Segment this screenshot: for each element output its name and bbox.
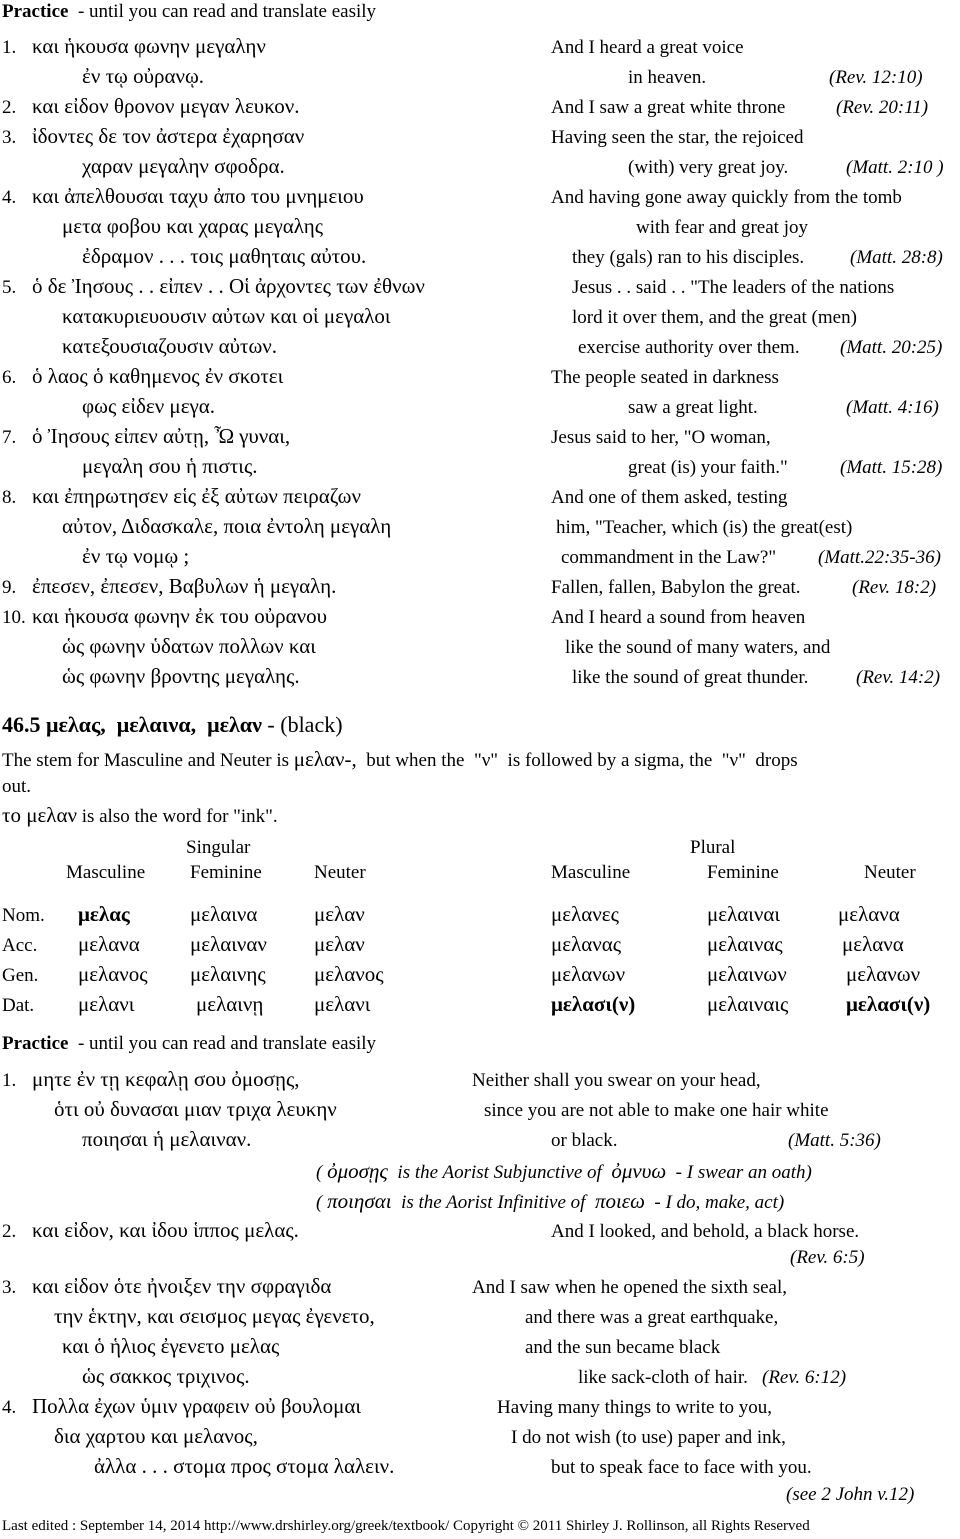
english-line: great (is) your faith." bbox=[628, 457, 788, 478]
item-number: 1. bbox=[2, 37, 17, 58]
greek-line: ὡς φωνην βροντης μεγαλης. bbox=[62, 664, 300, 688]
english-line: And I heard a great voice bbox=[551, 37, 744, 58]
plural-header: Plural bbox=[690, 837, 736, 858]
declension-form: μελαινων bbox=[707, 962, 787, 986]
ink-note bbox=[2, 805, 278, 826]
grammar-note-text: - I do, make, act) bbox=[654, 1192, 785, 1213]
english-line: And I heard a sound from heaven bbox=[551, 607, 806, 628]
practice-heading-bold: Practice bbox=[2, 1033, 69, 1054]
item-number: 4. bbox=[2, 1397, 17, 1418]
item-number: 4. bbox=[2, 187, 17, 208]
declension-form: μελανας bbox=[551, 932, 622, 956]
section-title-gloss: - (black) bbox=[267, 712, 343, 737]
verse-reference: (Rev. 6:5) bbox=[790, 1247, 865, 1268]
greek-line: κατεξουσιαζουσιν αὐτων. bbox=[62, 334, 278, 358]
gender-header: Masculine bbox=[551, 862, 631, 883]
stem-note-text: drops bbox=[755, 750, 798, 771]
greek-line: και ἐπηρωτησεν εἱς ἐξ αὐτων πειραζων bbox=[32, 484, 361, 508]
declension-form: μελασι(ν) bbox=[551, 992, 636, 1016]
item-number: 1. bbox=[2, 1070, 17, 1091]
grammar-note-greek: ποιεω bbox=[594, 1189, 645, 1213]
item-number: 2. bbox=[2, 97, 17, 118]
stem-note bbox=[2, 749, 798, 770]
verse-reference: (Matt. 2:10 ) bbox=[846, 157, 944, 178]
case-label: Dat. bbox=[2, 995, 35, 1016]
english-line: saw a great light. bbox=[628, 397, 758, 418]
english-line: since you are not able to make one hair white bbox=[484, 1100, 829, 1121]
english-line: like the sound of great thunder. bbox=[572, 667, 809, 688]
english-line: Fallen, fallen, Babylon the great. bbox=[551, 577, 801, 598]
declension-form: μελανα bbox=[78, 932, 140, 956]
section-title-greek: μελας, μελαινα, μελαν bbox=[46, 712, 262, 737]
item-number: 2. bbox=[2, 1221, 17, 1242]
gender-header: Neuter bbox=[864, 862, 916, 883]
english-line: in heaven. bbox=[628, 67, 707, 88]
english-line: Neither shall you swear on your head, bbox=[472, 1070, 761, 1091]
greek-line: ποιησαι ἡ μελαιναν. bbox=[82, 1127, 252, 1151]
declension-form: μελανος bbox=[314, 962, 384, 986]
declension-form: μελαιναι bbox=[707, 902, 781, 926]
section-title bbox=[2, 714, 343, 736]
english-line: I do not wish (to use) paper and ink, bbox=[511, 1427, 786, 1448]
english-line: The people seated in darkness bbox=[551, 367, 779, 388]
greek-line: και ὁ ἡλιος ἐγενετο μελας bbox=[62, 1334, 280, 1358]
practice-heading bbox=[2, 2, 376, 21]
english-line: And I saw when he opened the sixth seal, bbox=[472, 1277, 788, 1298]
verse-reference: (Matt. 15:28) bbox=[840, 457, 943, 478]
grammar-note-greek: ποιησαι bbox=[327, 1189, 392, 1213]
verse-reference: (Rev. 18:2) bbox=[852, 577, 937, 598]
item-number: 3. bbox=[2, 1277, 17, 1298]
greek-line: ὡς σακκος τριχινος. bbox=[82, 1364, 250, 1388]
gender-header: Masculine bbox=[66, 862, 146, 883]
gender-header: Neuter bbox=[314, 862, 366, 883]
verse-reference: (Rev. 12:10) bbox=[829, 67, 923, 88]
declension-form: μελαιναις bbox=[707, 992, 789, 1016]
section-number: 46.5 bbox=[2, 712, 41, 737]
greek-line: και εἰδον θρονον μεγαν λευκον. bbox=[32, 94, 300, 118]
declension-form: μελανες bbox=[551, 902, 619, 926]
verse-reference: (see 2 John v.12) bbox=[786, 1484, 915, 1505]
declension-form: μελασι(ν) bbox=[846, 992, 931, 1016]
stem-note-text: but when the bbox=[366, 750, 465, 771]
ink-note-text: is also the word for "ink". bbox=[81, 806, 278, 827]
declension-form: μελαινης bbox=[190, 962, 266, 986]
item-number: 3. bbox=[2, 127, 17, 148]
stem-note-text: The stem for Masculine and Neuter is bbox=[2, 750, 290, 771]
english-line: with fear and great joy bbox=[636, 217, 808, 238]
declension-form: μελαινα bbox=[190, 902, 258, 926]
case-label: Nom. bbox=[2, 905, 45, 926]
grammar-note-text: is the Aorist Infinitive of bbox=[401, 1192, 586, 1213]
english-line: Jesus said to her, "O woman, bbox=[551, 427, 771, 448]
greek-line: δια χαρτου και μελανος, bbox=[54, 1424, 258, 1448]
grammar-note-text: is the Aorist Subjunctive of bbox=[397, 1162, 602, 1183]
stem-note-greek: μελαν-, bbox=[293, 747, 357, 771]
greek-line: φως εἰδεν μεγα. bbox=[82, 394, 216, 418]
grammar-note-greek: ὀμνυω bbox=[611, 1159, 667, 1183]
gender-header: Feminine bbox=[190, 862, 262, 883]
stem-note-letter: "ν" bbox=[721, 750, 746, 771]
english-line: lord it over them, and the great (men) bbox=[572, 307, 857, 328]
verse-reference: (Rev. 14:2) bbox=[856, 667, 941, 688]
english-line: him, "Teacher, which (is) the great(est) bbox=[556, 517, 853, 538]
verse-reference: (Matt. 4:16) bbox=[846, 397, 939, 418]
greek-line: και ἡκουσα φωνην μεγαλην bbox=[32, 34, 266, 58]
greek-line: ἐν τῳ οὐρανῳ. bbox=[82, 64, 205, 88]
declension-form: μελανα bbox=[842, 932, 904, 956]
english-line: Having many things to write to you, bbox=[497, 1397, 772, 1418]
greek-line: ἐν τῳ νομῳ ; bbox=[82, 544, 190, 568]
grammar-note bbox=[316, 1161, 812, 1182]
declension-form: μελανα bbox=[838, 902, 900, 926]
item-number: 9. bbox=[2, 577, 17, 598]
greek-line: μεγαλη σου ἡ πιστις. bbox=[82, 454, 258, 478]
stem-note-continued: out. bbox=[2, 776, 32, 797]
declension-form: μελαν bbox=[314, 902, 365, 926]
declension-form: μελανι bbox=[314, 992, 371, 1016]
singular-header: Singular bbox=[186, 837, 251, 858]
declension-form: μελας bbox=[78, 902, 130, 926]
english-line: And I saw a great white throne bbox=[551, 97, 786, 118]
english-line: and the sun became black bbox=[525, 1337, 721, 1358]
english-line: (with) very great joy. bbox=[628, 157, 789, 178]
greek-line: ἐδραμον . . . τοις μαθηταις αὐτου. bbox=[82, 244, 367, 268]
item-number: 6. bbox=[2, 367, 17, 388]
english-line: Having seen the star, the rejoiced bbox=[551, 127, 804, 148]
verse-reference: (Matt. 5:36) bbox=[788, 1130, 881, 1151]
greek-line: και εἰδον, και ἰδου ἱππος μελας. bbox=[32, 1218, 299, 1242]
page-footer: Last edited : September 14, 2014 http://www.drshirley.org/greek/textbook/ Copyright © 2011 Shirley J. Rollinson, all Rights Reserved bbox=[2, 1518, 810, 1534]
english-line: like the sound of many waters, and bbox=[565, 637, 831, 658]
declension-form: μελανος bbox=[78, 962, 148, 986]
greek-line: κατακυριευουσιν αὐτων και οἱ μεγαλοι bbox=[62, 304, 391, 328]
case-label: Gen. bbox=[2, 965, 39, 986]
verse-reference: (Rev. 20:11) bbox=[836, 97, 929, 118]
greek-line: και ἀπελθουσαι ταχυ ἀπο του μνημειου bbox=[32, 184, 364, 208]
declension-form: μελανων bbox=[551, 962, 626, 986]
greek-line: μετα φοβου και χαρας μεγαλης bbox=[62, 214, 324, 238]
item-number: 8. bbox=[2, 487, 17, 508]
grammar-note bbox=[316, 1191, 784, 1212]
english-line: exercise authority over them. bbox=[578, 337, 800, 358]
stem-note-text: is followed by a sigma, the bbox=[507, 750, 713, 771]
declension-form: μελαν bbox=[314, 932, 365, 956]
declension-form: μελαιναν bbox=[190, 932, 267, 956]
english-line: Jesus . . said . . "The leaders of the nations bbox=[572, 277, 895, 298]
english-line: And one of them asked, testing bbox=[551, 487, 788, 508]
english-line: and there was a great earthquake, bbox=[525, 1307, 779, 1328]
greek-line: ἰδοντες δε τον ἀστερα ἐχαρησαν bbox=[32, 124, 305, 148]
case-label: Acc. bbox=[2, 935, 38, 956]
practice-heading-rest: - until you can read and translate easily bbox=[68, 1, 377, 22]
english-line: they (gals) ran to his disciples. bbox=[572, 247, 805, 268]
item-number: 7. bbox=[2, 427, 17, 448]
verse-reference: (Matt. 28:8) bbox=[850, 247, 943, 268]
item-number: 10. bbox=[2, 607, 26, 628]
verse-reference: (Rev. 6:12) bbox=[762, 1367, 847, 1388]
practice-heading-rest: - until you can read and translate easily bbox=[68, 1033, 377, 1054]
grammar-note-text: ( bbox=[316, 1162, 323, 1183]
verse-reference: (Matt. 20:25) bbox=[840, 337, 943, 358]
declension-form: μελανι bbox=[78, 992, 135, 1016]
declension-form: μελαινῃ bbox=[196, 992, 264, 1016]
ink-note-greek: το μελαν bbox=[2, 803, 77, 827]
greek-line: ὁ Ἰησους εἰπεν αὐτῃ, Ὦ γυναι, bbox=[32, 424, 291, 448]
grammar-note-greek: ὀμοσῃς bbox=[327, 1159, 388, 1183]
declension-form: μελανων bbox=[846, 962, 921, 986]
gender-header: Feminine bbox=[707, 862, 779, 883]
item-number: 5. bbox=[2, 277, 17, 298]
verse-reference: (Matt.22:35-36) bbox=[818, 547, 941, 568]
practice-heading-bold: Practice bbox=[2, 1, 69, 22]
grammar-note-text: ( bbox=[316, 1192, 323, 1213]
greek-line: Πολλα ἐχων ὑμιν γραφειν οὐ βουλομαι bbox=[32, 1394, 361, 1418]
english-line: commandment in the Law?" bbox=[561, 547, 777, 568]
english-line: like sack-cloth of hair. bbox=[578, 1367, 748, 1388]
stem-note-letter: "ν" bbox=[473, 750, 499, 771]
greek-line: την ἑκτην, και σεισμος μεγας ἐγενετο, bbox=[54, 1304, 375, 1328]
greek-line: ὁ δε Ἰησους . . εἰπεν . . Οἱ ἀρχοντες των ἐθνων bbox=[32, 274, 425, 298]
greek-line: και ἡκουσα φωνην ἐκ του οὐρανου bbox=[32, 604, 328, 628]
greek-line: ὁ λαος ὁ καθημενος ἐν σκοτει bbox=[32, 364, 284, 388]
greek-line: μητε ἐν τῃ κεφαλῃ σου ὀμοσῃς, bbox=[32, 1067, 300, 1091]
greek-line: χαραν μεγαλην σφοδρα. bbox=[82, 154, 285, 178]
english-line: or black. bbox=[551, 1130, 618, 1151]
english-line: but to speak face to face with you. bbox=[551, 1457, 812, 1478]
greek-line: ἀλλα . . . στομα προς στομα λαλειν. bbox=[94, 1454, 395, 1478]
declension-form: μελαινας bbox=[707, 932, 783, 956]
grammar-note-text: - I swear an oath) bbox=[675, 1162, 812, 1183]
practice-heading bbox=[2, 1034, 376, 1053]
greek-line: ἐπεσεν, ἐπεσεν, Βαβυλων ἡ μεγαλη. bbox=[32, 574, 337, 598]
greek-line: ὡς φωνην ὑδατων πολλων και bbox=[62, 634, 316, 658]
greek-line: ὁτι οὐ δυνασαι μιαν τριχα λευκην bbox=[54, 1097, 337, 1121]
greek-line: και εἰδον ὁτε ἠνοιξεν την σφραγιδα bbox=[32, 1274, 332, 1298]
english-line: And having gone away quickly from the tomb bbox=[551, 187, 902, 208]
greek-line: αὐτον, Διδασκαλε, ποια ἐντολη μεγαλη bbox=[62, 514, 392, 538]
english-line: And I looked, and behold, a black horse. bbox=[551, 1221, 860, 1242]
